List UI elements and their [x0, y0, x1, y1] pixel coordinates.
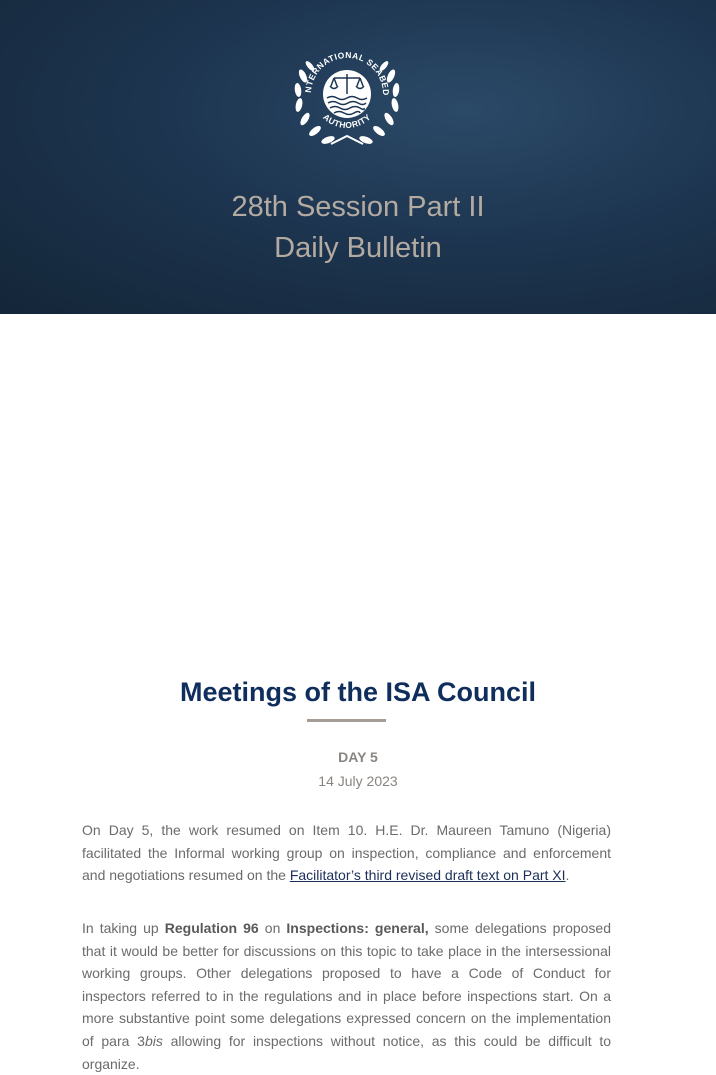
p2-text-4: allowing for inspections without notice, as this could be difficult to organize.	[82, 1032, 611, 1072]
svg-text:AUTHORITY: AUTHORITY	[321, 111, 373, 131]
inspections-general-label: Inspections: general,	[286, 920, 429, 936]
paragraph-intro-end: .	[565, 867, 570, 884]
svg-text:INTERNATIONAL SEABED: NTERNATIONAL SEABED	[302, 49, 392, 96]
facilitator-draft-link[interactable]: Facilitator’s third revised draft text on Part XI	[289, 867, 566, 884]
paragraph-intro	[82, 819, 611, 887]
p2-text-2: on	[258, 920, 287, 936]
p2-text-1: In taking up	[82, 920, 165, 936]
heading-divider	[307, 719, 386, 722]
page-heading: Meetings of the ISA Council	[179, 677, 536, 707]
bulletin-date: 14 July 2023	[318, 773, 398, 789]
day-label: DAY 5	[338, 749, 378, 765]
paragraph-regulation-96	[82, 917, 611, 1075]
paragraph-intro-text: On Day 5, the work resumed on Item 10. H.E. Dr. Maureen Tamuno (Nigeria) facilitated the Informal working group on inspection, compliance and enforcement and negotiations resumed on the	[82, 822, 611, 884]
bis-italic: bis	[144, 1032, 163, 1049]
bulletin-title-line1: 28th Session Part II	[231, 191, 485, 223]
bulletin-title-line2: Daily Bulletin	[274, 232, 442, 264]
p2-text-3: some delegations proposed that it would be better for discussions on this topic to take place in the intersessional working groups. Other delegations proposed to have a Code of Conduct for inspectors referred to in the regulations and in place before inspections start. On a more substantive point some delegations expressed concern on the implementation of para 3	[82, 920, 612, 1049]
regulation-96-label: Regulation 96	[164, 920, 259, 936]
hero-banner	[0, 0, 716, 314]
isa-emblem-logo	[289, 36, 405, 152]
